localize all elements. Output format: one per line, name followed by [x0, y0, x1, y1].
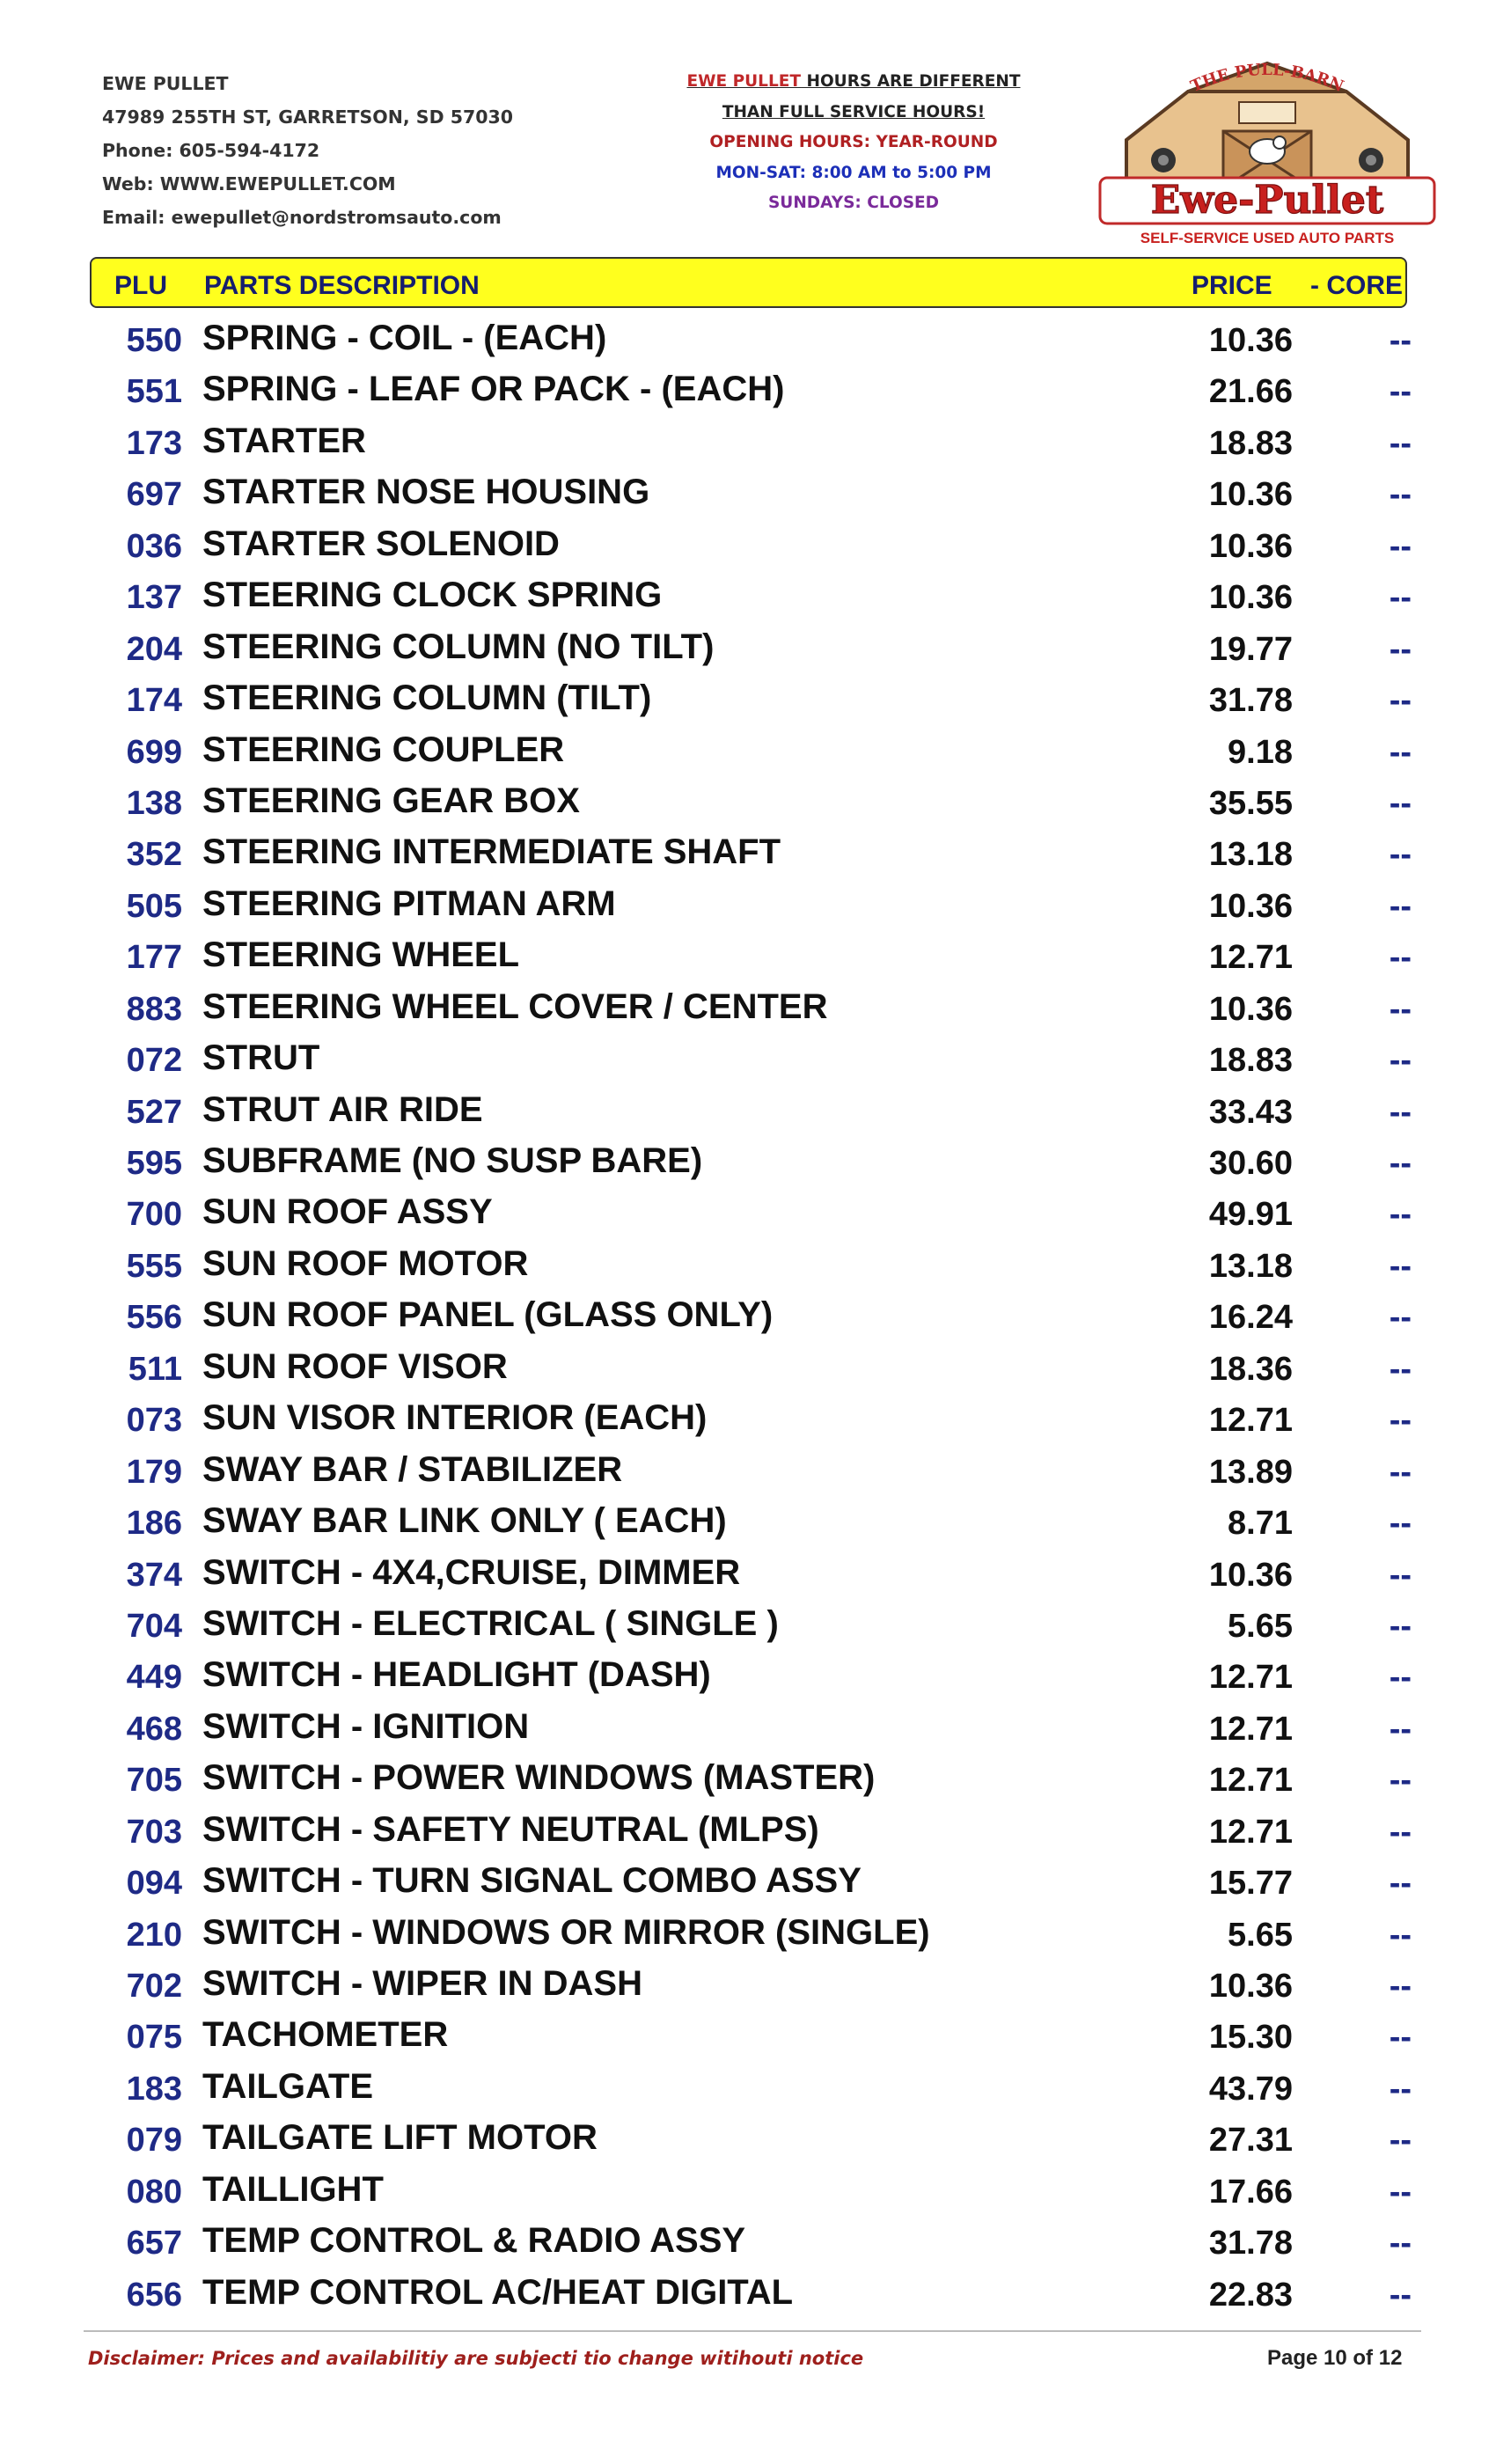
part-price: 16.24	[1208, 1299, 1293, 1337]
part-plu: 177	[126, 939, 182, 977]
part-row	[0, 832, 1496, 884]
part-description: SWITCH - HEADLIGHT (DASH)	[202, 1655, 711, 1695]
part-row	[0, 473, 1496, 524]
part-description: STARTER SOLENOID	[202, 524, 560, 563]
sunday-hours: SUNDAYS: CLOSED	[767, 194, 940, 212]
part-row	[0, 1090, 1496, 1141]
part-description: STARTER	[202, 421, 366, 460]
part-plu: 883	[126, 990, 182, 1028]
part-description: STARTER NOSE HOUSING	[202, 473, 650, 512]
part-price: 35.55	[1208, 784, 1293, 822]
part-price: 31.78	[1208, 2225, 1293, 2262]
part-row	[0, 781, 1496, 832]
part-plu: 204	[126, 630, 182, 668]
part-plu: 702	[126, 1968, 182, 2005]
column-header-price: PRICE	[1192, 271, 1272, 300]
hours-notice-line-1	[669, 67, 1038, 98]
part-row	[0, 1604, 1496, 1655]
part-row	[0, 319, 1496, 370]
part-price: 12.71	[1208, 1402, 1293, 1440]
part-plu: 697	[126, 476, 182, 514]
part-row	[0, 2067, 1496, 2118]
hours-block	[669, 67, 1038, 219]
part-plu: 079	[126, 2122, 182, 2160]
part-price: 17.66	[1208, 2173, 1293, 2211]
column-header-plu: PLU	[114, 271, 167, 300]
part-description: SWITCH - 4X4,CRUISE, DIMMER	[202, 1552, 741, 1592]
part-price: 18.83	[1208, 1042, 1293, 1080]
part-price: 10.36	[1208, 887, 1293, 925]
part-core: --	[1389, 1762, 1412, 1800]
part-price: 18.36	[1208, 1350, 1293, 1388]
part-price: 31.78	[1208, 682, 1293, 720]
part-description: SPRING - LEAF OR PACK - (EACH)	[202, 370, 785, 409]
part-price: 43.79	[1208, 2070, 1293, 2108]
part-description: STEERING PITMAN ARM	[202, 884, 616, 923]
part-row	[0, 1810, 1496, 1861]
part-price: 5.65	[1228, 1607, 1293, 1645]
part-core: --	[1389, 1453, 1412, 1491]
part-price: 12.71	[1208, 1659, 1293, 1697]
part-description: STRUT AIR RIDE	[202, 1089, 483, 1129]
part-core: --	[1389, 1607, 1412, 1645]
part-price: 10.36	[1208, 579, 1293, 617]
company-website: Web: WWW.EWEPULLET.COM	[102, 173, 396, 194]
part-plu: 137	[126, 579, 182, 617]
part-plu: 657	[126, 2225, 182, 2262]
part-price: 15.77	[1208, 1865, 1293, 1903]
part-plu: 705	[126, 1762, 182, 1800]
part-core: --	[1389, 1145, 1412, 1182]
part-plu: 656	[126, 2276, 182, 2314]
part-plu: 073	[126, 1402, 182, 1440]
part-row	[0, 987, 1496, 1038]
part-plu: 527	[126, 1093, 182, 1131]
part-core: --	[1389, 1247, 1412, 1285]
part-row	[0, 2118, 1496, 2169]
part-core: --	[1389, 887, 1412, 925]
part-core: --	[1389, 1093, 1412, 1131]
part-row	[0, 2273, 1496, 2324]
part-price: 12.71	[1208, 1762, 1293, 1800]
part-plu: 468	[126, 1710, 182, 1748]
part-row	[0, 1758, 1496, 1809]
part-core: --	[1389, 1505, 1412, 1543]
part-description: STEERING INTERMEDIATE SHAFT	[202, 832, 781, 872]
part-core: --	[1389, 1865, 1412, 1903]
barn-sheep-logo	[1091, 56, 1443, 250]
part-price: 33.43	[1208, 1093, 1293, 1131]
part-core: --	[1389, 1556, 1412, 1594]
part-plu: 551	[126, 373, 182, 411]
hours-brand: EWE PULLET	[686, 72, 802, 91]
part-plu: 138	[126, 784, 182, 822]
part-description: SUN ROOF VISOR	[202, 1346, 508, 1386]
part-description: STEERING COUPLER	[202, 730, 565, 769]
part-description: SWITCH - SAFETY NEUTRAL (MLPS)	[202, 1809, 819, 1849]
part-row	[0, 2221, 1496, 2272]
part-plu: 075	[126, 2019, 182, 2057]
weekday-hours: MON-SAT: 8:00 AM to 5:00 PM	[715, 163, 992, 182]
part-description: TAILGATE	[202, 2066, 374, 2106]
part-plu: 703	[126, 1813, 182, 1851]
part-core: --	[1389, 1710, 1412, 1748]
part-description: SWAY BAR / STABILIZER	[202, 1449, 623, 1489]
part-price: 15.30	[1208, 2019, 1293, 2057]
part-price: 12.71	[1208, 939, 1293, 977]
part-core: --	[1389, 1402, 1412, 1440]
part-price: 30.60	[1208, 1145, 1293, 1182]
part-description: SUN ROOF ASSY	[202, 1192, 493, 1232]
part-description: STEERING COLUMN (NO TILT)	[202, 627, 715, 666]
part-price: 10.36	[1208, 1556, 1293, 1594]
logo-arc-text: THE PULL-BARN	[1187, 60, 1346, 97]
part-core: --	[1389, 1659, 1412, 1697]
part-core: --	[1389, 373, 1412, 411]
part-row	[0, 1192, 1496, 1243]
part-core: --	[1389, 836, 1412, 874]
hours-notice-line-2: THAN FULL SERVICE HOURS!	[722, 102, 986, 121]
part-plu: 556	[126, 1299, 182, 1337]
part-core: --	[1389, 939, 1412, 977]
part-core: --	[1389, 2173, 1412, 2211]
column-header-description: PARTS DESCRIPTION	[204, 271, 480, 300]
part-core: --	[1389, 424, 1412, 462]
part-price: 27.31	[1208, 2122, 1293, 2160]
part-core: --	[1389, 527, 1412, 565]
part-description: STRUT	[202, 1038, 320, 1078]
part-price: 10.36	[1208, 990, 1293, 1028]
part-row	[0, 2170, 1496, 2221]
part-price: 13.18	[1208, 1247, 1293, 1285]
part-description: SWITCH - ELECTRICAL ( SINGLE )	[202, 1603, 779, 1643]
part-row	[0, 1501, 1496, 1552]
part-plu: 449	[126, 1659, 182, 1697]
part-core: --	[1389, 682, 1412, 720]
column-header-bar	[90, 257, 1407, 308]
part-description: SWITCH - IGNITION	[202, 1706, 530, 1746]
part-core: --	[1389, 784, 1412, 822]
part-plu: 352	[126, 836, 182, 874]
part-plu: 080	[126, 2173, 182, 2211]
part-row	[0, 1913, 1496, 1964]
part-price: 10.36	[1208, 322, 1293, 359]
part-description: STEERING CLOCK SPRING	[202, 576, 663, 615]
part-description: TAILLIGHT	[202, 2169, 384, 2209]
part-plu: 186	[126, 1505, 182, 1543]
part-description: TEMP CONTROL AC/HEAT DIGITAL	[202, 2272, 794, 2312]
part-price: 12.71	[1208, 1813, 1293, 1851]
part-row	[0, 1295, 1496, 1346]
part-row	[0, 576, 1496, 627]
part-core: --	[1389, 1196, 1412, 1234]
part-core: --	[1389, 1968, 1412, 2005]
part-core: --	[1389, 2070, 1412, 2108]
company-name: EWE PULLET	[102, 73, 229, 94]
part-core: --	[1389, 630, 1412, 668]
part-plu: 595	[126, 1145, 182, 1182]
part-description: SWITCH - POWER WINDOWS (MASTER)	[202, 1758, 876, 1798]
part-row	[0, 1141, 1496, 1192]
page-number: Page 10 of 12	[1267, 2346, 1403, 2370]
part-price: 13.18	[1208, 836, 1293, 874]
part-price: 9.18	[1228, 733, 1293, 771]
part-core: --	[1389, 579, 1412, 617]
part-core: --	[1389, 2276, 1412, 2314]
part-row	[0, 884, 1496, 935]
part-description: SWAY BAR LINK ONLY ( EACH)	[202, 1501, 727, 1541]
part-price: 12.71	[1208, 1710, 1293, 1748]
company-address: 47989 255TH ST, GARRETSON, SD 57030	[102, 106, 514, 128]
part-row	[0, 2015, 1496, 2066]
part-price: 19.77	[1208, 630, 1293, 668]
part-core: --	[1389, 1299, 1412, 1337]
part-plu: 505	[126, 887, 182, 925]
part-description: SWITCH - TURN SIGNAL COMBO ASSY	[202, 1861, 862, 1901]
part-row	[0, 1398, 1496, 1449]
part-row	[0, 1861, 1496, 1912]
part-price: 21.66	[1208, 373, 1293, 411]
part-row	[0, 370, 1496, 421]
part-row	[0, 1347, 1496, 1398]
part-plu: 374	[126, 1556, 182, 1594]
part-plu: 555	[126, 1247, 182, 1285]
company-phone: Phone: 605-594-4172	[102, 140, 320, 161]
part-price: 5.65	[1228, 1916, 1293, 1954]
part-row	[0, 422, 1496, 473]
opening-hours: OPENING HOURS: YEAR-ROUND	[709, 133, 998, 151]
part-plu: 072	[126, 1042, 182, 1080]
part-row	[0, 1707, 1496, 1758]
footer-divider	[84, 2330, 1421, 2332]
part-description: STEERING WHEEL	[202, 935, 520, 975]
part-plu: 550	[126, 322, 182, 359]
part-row	[0, 678, 1496, 730]
part-description: SPRING - COIL - (EACH)	[202, 319, 607, 357]
parts-list	[0, 319, 1496, 2324]
part-core: --	[1389, 322, 1412, 359]
part-price: 10.36	[1208, 527, 1293, 565]
part-description: SWITCH - WINDOWS OR MIRROR (SINGLE)	[202, 1912, 930, 1952]
part-price: 8.71	[1228, 1505, 1293, 1543]
part-description: TAILGATE LIFT MOTOR	[202, 2118, 598, 2158]
part-plu: 704	[126, 1607, 182, 1645]
part-row	[0, 1964, 1496, 2015]
part-description: SWITCH - WIPER IN DASH	[202, 1964, 642, 2003]
part-price: 10.36	[1208, 1968, 1293, 2005]
part-row	[0, 730, 1496, 781]
part-price: 49.91	[1208, 1196, 1293, 1234]
part-plu: 183	[126, 2070, 182, 2108]
part-plu: 700	[126, 1196, 182, 1234]
part-description: TEMP CONTROL & RADIO ASSY	[202, 2221, 746, 2261]
part-core: --	[1389, 2225, 1412, 2262]
disclaimer: Disclaimer: Prices and availabilitiy are subjecti tio change witihouti notice	[88, 2348, 864, 2369]
hours-notice-rest: HOURS ARE DIFFERENT	[801, 72, 1021, 91]
part-row	[0, 627, 1496, 678]
part-plu: 511	[128, 1350, 182, 1388]
part-row	[0, 1553, 1496, 1604]
part-description: SUN VISOR INTERIOR (EACH)	[202, 1398, 708, 1438]
part-description: SUN ROOF MOTOR	[202, 1243, 529, 1283]
part-description: SUBFRAME (NO SUSP BARE)	[202, 1141, 703, 1180]
contact-block	[102, 67, 595, 234]
part-row	[0, 524, 1496, 576]
part-price: 10.36	[1208, 476, 1293, 514]
column-header-core: - CORE	[1310, 271, 1403, 300]
part-core: --	[1389, 1916, 1412, 1954]
part-core: --	[1389, 733, 1412, 771]
part-price: 22.83	[1208, 2276, 1293, 2314]
part-row	[0, 1655, 1496, 1706]
part-plu: 179	[126, 1453, 182, 1491]
part-core: --	[1389, 2122, 1412, 2160]
part-plu: 210	[126, 1916, 182, 1954]
part-core: --	[1389, 1813, 1412, 1851]
part-description: TACHOMETER	[202, 2015, 449, 2055]
part-plu: 699	[126, 733, 182, 771]
company-email: Email: ewepullet@nordstromsauto.com	[102, 207, 502, 228]
part-core: --	[1389, 476, 1412, 514]
part-core: --	[1389, 990, 1412, 1028]
part-plu: 174	[126, 682, 182, 720]
part-plu: 094	[126, 1865, 182, 1903]
part-description: STEERING GEAR BOX	[202, 781, 580, 820]
part-row	[0, 1038, 1496, 1089]
part-core: --	[1389, 1350, 1412, 1388]
part-row	[0, 1450, 1496, 1501]
part-price: 18.83	[1208, 424, 1293, 462]
part-row	[0, 1244, 1496, 1295]
part-plu: 173	[126, 424, 182, 462]
part-plu: 036	[126, 527, 182, 565]
logo-wordmark: Ewe-Pullet	[1150, 178, 1384, 223]
logo-tagline: SELF-SERVICE USED AUTO PARTS	[1140, 230, 1395, 246]
part-description: STEERING WHEEL COVER / CENTER	[202, 986, 828, 1026]
part-core: --	[1389, 1042, 1412, 1080]
part-row	[0, 935, 1496, 986]
part-core: --	[1389, 2019, 1412, 2057]
part-price: 13.89	[1208, 1453, 1293, 1491]
part-description: STEERING COLUMN (TILT)	[202, 678, 652, 718]
part-description: SUN ROOF PANEL (GLASS ONLY)	[202, 1295, 774, 1335]
